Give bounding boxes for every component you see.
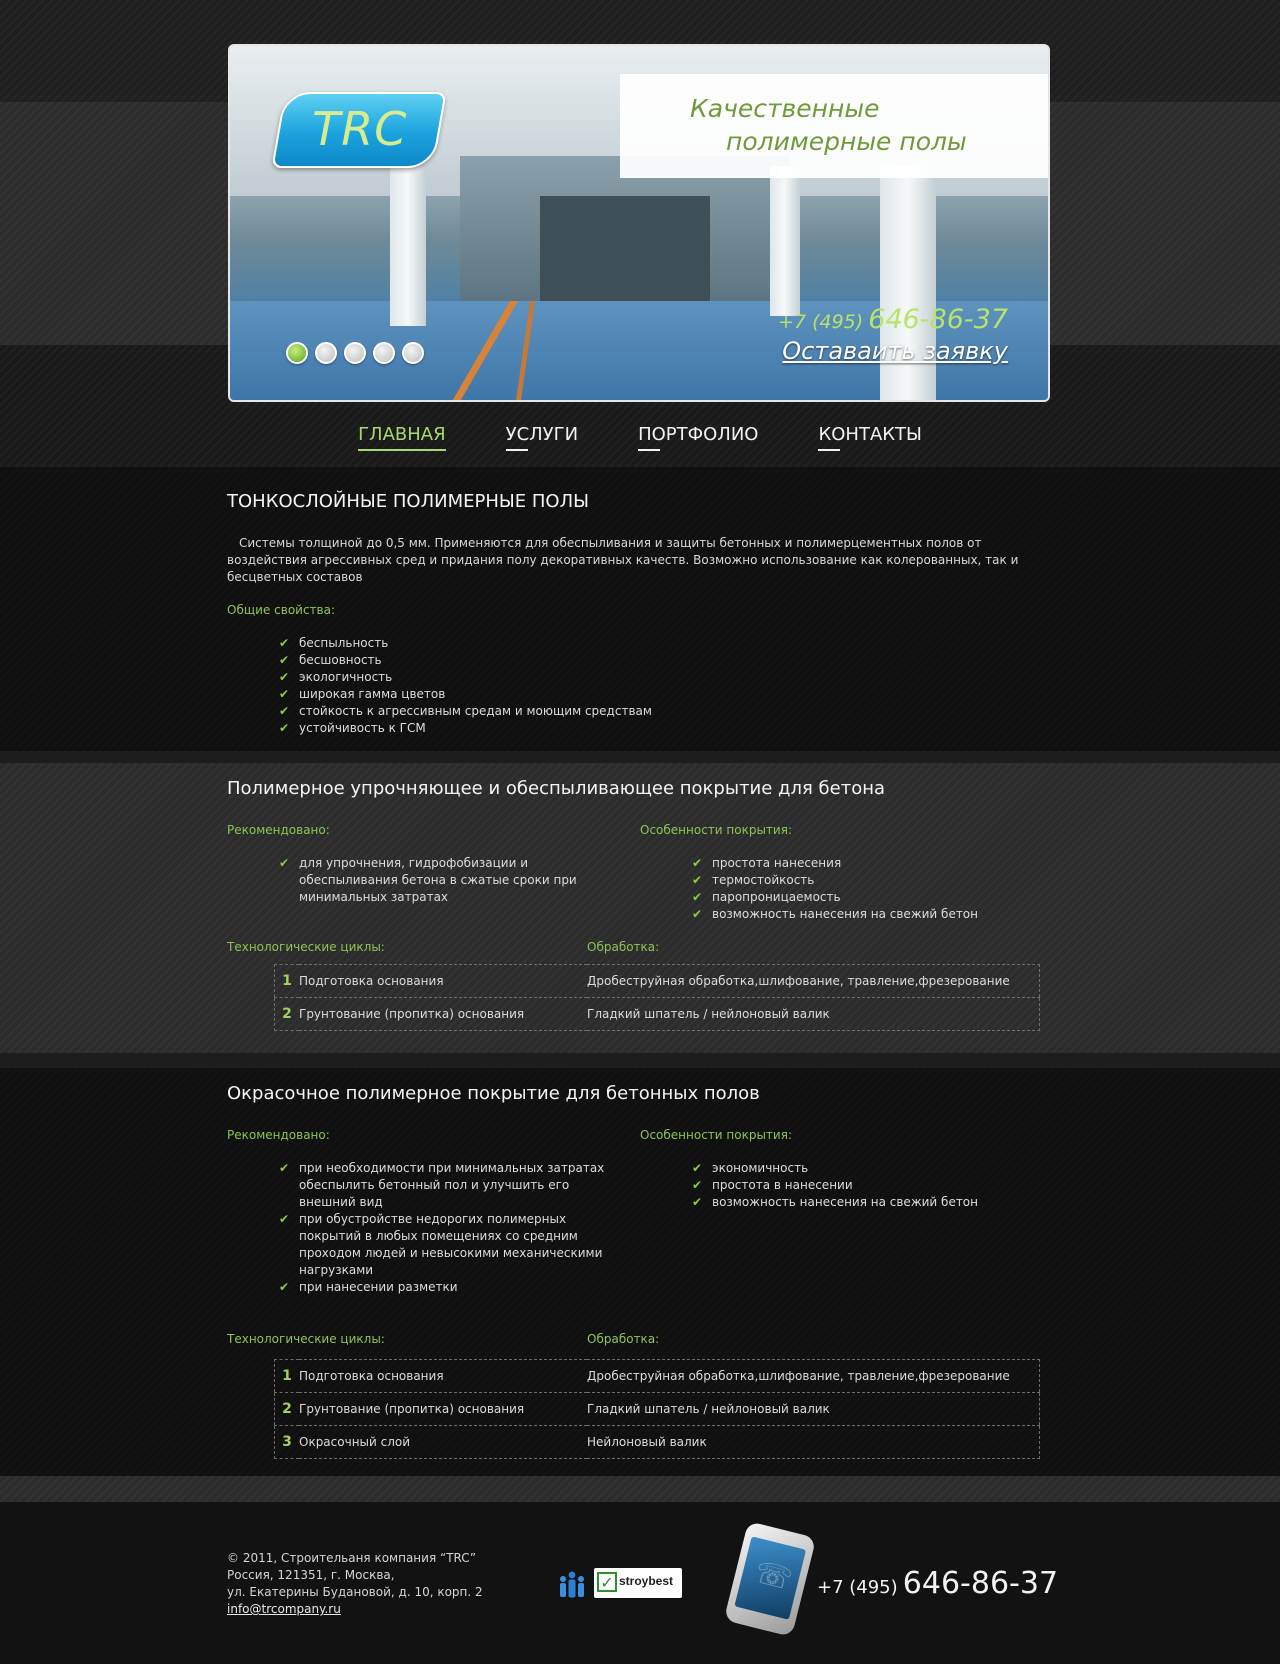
features-list (692, 1160, 1032, 1211)
email-link[interactable]: info@trcompany.ru (227, 1602, 341, 1616)
banner-door (540, 196, 710, 306)
steps-table (274, 964, 1040, 1031)
banner-phone-number: 646-86-37 (868, 304, 1008, 335)
list-item: ✔ простота нанесения (692, 855, 1032, 872)
recommended-list (279, 855, 589, 906)
steps-table (274, 1359, 1040, 1459)
list-item: ✔ при нанесении разметки (279, 1279, 619, 1296)
list-item: ✔ широкая гамма цветов (279, 686, 1099, 703)
list-item: ✔ экономичность (692, 1160, 1032, 1177)
banner-phone (778, 304, 1008, 365)
step-cycle: Подготовка основания (299, 965, 587, 998)
footer-contacts (227, 1550, 483, 1618)
logo[interactable] (271, 92, 446, 168)
step-number: 3 (282, 1434, 292, 1450)
request-link[interactable]: Оставаить заявку (782, 337, 1008, 365)
section-title: Окрасочное полимерное покрытие для бетонных полов (227, 1083, 760, 1104)
processing-label: Обработка: (587, 940, 660, 954)
section-paint-coating (0, 1068, 1280, 1476)
footer-phone-prefix: +7 (495) (817, 1577, 898, 1598)
recommended-label: Рекомендовано: (227, 823, 330, 837)
logo-text: TRC (312, 102, 408, 156)
section-title: ТОНКОСЛОЙНЫЕ ПОЛИМЕРНЫЕ ПОЛЫ (227, 491, 589, 512)
list-item: ✔ экологичность (279, 669, 1099, 686)
step-number: 2 (275, 1393, 300, 1426)
list-item: ✔ возможность нанесения на свежий бетон (692, 1194, 1032, 1211)
divider (0, 751, 1280, 763)
section-hardening-coating (0, 763, 1280, 1053)
step-number: 2 (282, 1006, 292, 1022)
table-row (275, 1360, 1040, 1393)
list-item: ✔ возможность нанесения на свежий бетон (692, 906, 1032, 923)
list-item: ✔ при обустройстве недорогих полимерных покрытий в любых помещениях со средним проходом людей и невысокими механическими нагрузками (279, 1211, 619, 1279)
section-description: Системы толщиной до 0,5 мм. Применяются для обеспыливания и защиты бетонных и полимерцементных полов от воздействия агрессивных сред и придания полу декоративных качеств. Возможно использование как колерованных, так и бесцветных составов (227, 536, 1019, 584)
nav-item-services[interactable]: УСЛУГИ (506, 424, 578, 451)
nav-item-contacts[interactable]: КОНТАКТЫ (818, 424, 921, 451)
main-nav (0, 424, 1280, 451)
slider-dot-4[interactable] (373, 342, 395, 364)
features-label: Особенности покрытия: (640, 823, 792, 837)
nav-item-home[interactable]: ГЛАВНАЯ (358, 424, 446, 451)
address-line-2: ул. Екатерины Будановой, д. 10, корп. 2 (227, 1585, 483, 1599)
badge-label: stroybest (619, 1574, 674, 1588)
nav-item-portfolio[interactable]: ПОРТФОЛИО (638, 424, 758, 451)
list-item: ✔ паропроницаемость (692, 889, 1032, 906)
list-item: ✔ для упрочнения, гидрофобизации и обеспыливания бетона в сжатые сроки при минимальных затратах (279, 855, 589, 906)
step-number: 1 (275, 1360, 300, 1393)
step-cycle: Грунтование (пропитка) основания (299, 1393, 587, 1426)
section-thin-floors (0, 467, 1280, 751)
list-item: ✔ беспыльность (279, 635, 1099, 652)
step-cycle: Подготовка основания (299, 1360, 587, 1393)
step-processing: Гладкий шпатель / нейлоновый валик (587, 1393, 1040, 1426)
step-processing: Гладкий шпатель / нейлоновый валик (587, 1007, 830, 1021)
slider-dot-1[interactable] (286, 342, 308, 364)
banner-tagline (620, 74, 1050, 178)
hero-banner (228, 44, 1050, 402)
list-item: ✔ устойчивость к ГСМ (279, 720, 1099, 737)
step-processing: Дробеструйная обработка,шлифование, травление,фрезерование (587, 965, 1040, 998)
section-title: Полимерное упрочняющее и обеспыливающее покрытие для бетона (227, 778, 886, 799)
slider-dot-5[interactable] (402, 342, 424, 364)
divider (0, 1476, 1280, 1502)
table-row (275, 1393, 1040, 1426)
step-cycle: Окрасочный слой (299, 1435, 411, 1449)
slider-dot-2[interactable] (315, 342, 337, 364)
cycles-label: Технологические циклы: (227, 1332, 385, 1346)
props-list (279, 635, 1099, 737)
list-item: ✔ простота в нанесении (692, 1177, 1032, 1194)
props-label: Общие свойства: (227, 603, 336, 617)
list-item: ✔ стойкость к агрессивным средам и моющим средствам (279, 703, 1099, 720)
step-cycle: Грунтование (пропитка) основания (299, 1007, 525, 1021)
banner-phone-prefix: +7 (495) (778, 311, 864, 333)
list-item: ✔ бесшовность (279, 652, 1099, 669)
phone-screen (734, 1536, 806, 1619)
table-row (275, 998, 1040, 1031)
recommended-list (279, 1160, 619, 1296)
copyright: © 2011, Строительаня компания “TRC” (227, 1551, 477, 1565)
check-icon: ✓ (597, 1572, 617, 1592)
table-row (275, 965, 1040, 998)
list-item: ✔ при необходимости при минимальных затратах обеспылить бетонный пол и улучшить его внешний вид (279, 1160, 619, 1211)
recommended-label: Рекомендовано: (227, 1128, 330, 1142)
slider-dots (286, 342, 424, 364)
banner-column (770, 166, 800, 316)
mobile-phone-icon (724, 1521, 817, 1637)
divider (0, 1053, 1280, 1068)
features-label: Особенности покрытия: (640, 1128, 792, 1142)
features-list (692, 855, 1032, 923)
step-number: 1 (275, 965, 300, 998)
address-line-1: Россия, 121351, г. Москва, (227, 1568, 395, 1582)
slider-dot-3[interactable] (344, 342, 366, 364)
banner-column (880, 166, 936, 402)
footer (0, 1502, 1280, 1664)
table-row (275, 1426, 1040, 1459)
cycles-label: Технологические циклы: (227, 940, 385, 954)
tagline-line-1: Качественные (690, 94, 880, 123)
footer-phone (817, 1566, 1058, 1601)
step-processing: Нейлоновый валик (587, 1435, 707, 1449)
list-item: ✔ термостойкость (692, 872, 1032, 889)
footer-phone-number: 646-86-37 (902, 1566, 1059, 1601)
tagline-line-2: полимерные полы (726, 127, 967, 156)
people-icon[interactable] (557, 1570, 587, 1602)
processing-label: Обработка: (587, 1332, 660, 1346)
stroybest-badge[interactable] (594, 1568, 682, 1598)
step-processing: Дробеструйная обработка,шлифование, травление,фрезерование (587, 1360, 1040, 1393)
